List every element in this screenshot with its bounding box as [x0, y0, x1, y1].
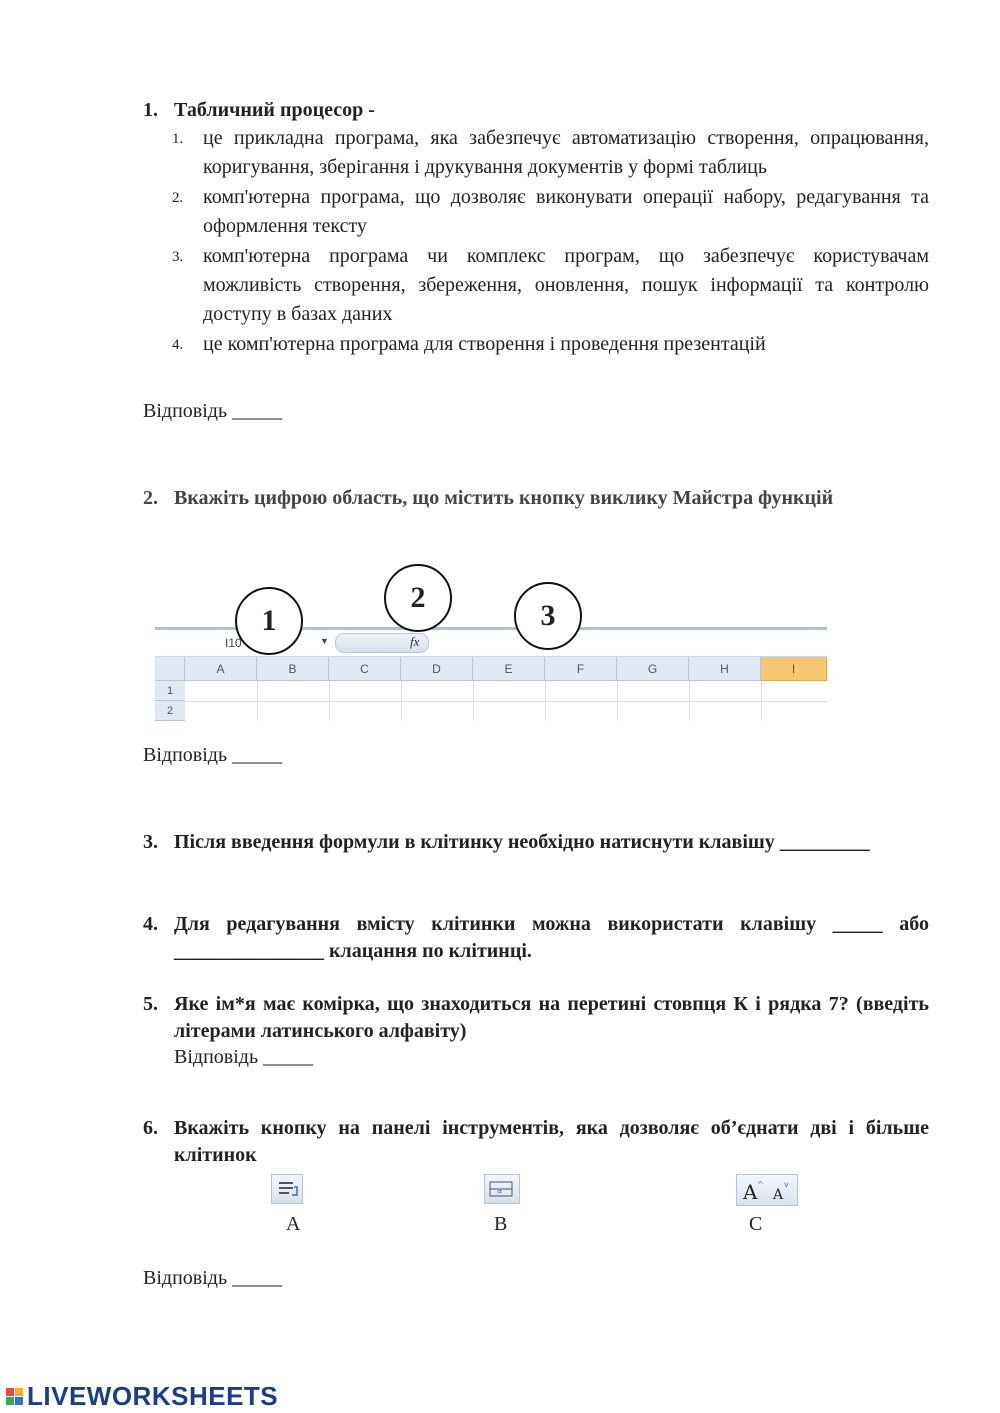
option-number: 2. [172, 190, 184, 206]
svg-text:A: A [743, 1180, 758, 1204]
option-label-c: C [749, 1213, 763, 1235]
chevron-down-icon: ▼ [320, 636, 329, 646]
font-size-icon[interactable] [736, 1174, 798, 1206]
option-label-b: B [494, 1213, 508, 1235]
question-number: 4. [143, 913, 158, 935]
grid-line [617, 681, 618, 721]
select-all-corner[interactable] [155, 657, 185, 681]
question-number: 1. [143, 99, 158, 121]
answer-field-1[interactable]: Відповідь _____ [143, 400, 283, 422]
brand-name: LIVEWORKSHEETS [27, 1381, 279, 1411]
function-wizard-icon[interactable]: fx [410, 634, 420, 649]
question-1-options [172, 124, 929, 360]
question-title: Вкажіть цифрою область, що містить кнопку виклику Майстра функцій [174, 487, 834, 509]
grid-line [545, 681, 546, 721]
column-header[interactable]: F [545, 657, 617, 681]
logo-icon [6, 1388, 23, 1405]
answer-field-6[interactable]: Відповідь _____ [143, 1267, 283, 1289]
option-1[interactable] [172, 124, 929, 182]
grid-line [689, 681, 690, 721]
option-label-a: A [286, 1213, 301, 1235]
option-number: 3. [172, 249, 184, 265]
question-title: Вкажіть кнопку на панелі інструментів, яка дозволяє об’єднати дві і більше клітинок [174, 1117, 929, 1166]
spreadsheet-grid [155, 657, 827, 721]
question-number: 5. [143, 993, 158, 1015]
merge-cells-icon[interactable] [484, 1174, 520, 1204]
wrap-text-icon[interactable] [271, 1174, 303, 1204]
grid-line [185, 701, 827, 702]
question-1 [143, 97, 929, 124]
svg-text:^: ^ [757, 1180, 764, 1189]
name-box-value: I10 [225, 636, 242, 650]
column-header-selected[interactable]: I [761, 657, 827, 681]
column-header[interactable]: H [689, 657, 761, 681]
option-number: 1. [172, 131, 184, 147]
question-2 [143, 485, 929, 512]
question-3 [143, 829, 929, 856]
row-header[interactable]: 2 [155, 701, 185, 721]
area-marker-1: 1 [235, 587, 303, 655]
grid-line [401, 681, 402, 721]
question-4 [143, 911, 929, 965]
answer-field-2[interactable]: Відповідь _____ [143, 744, 283, 766]
column-header[interactable]: A [185, 657, 257, 681]
question-number: 2. [143, 487, 158, 509]
svg-text:A: A [773, 1187, 784, 1203]
question-number: 6. [143, 1117, 158, 1139]
option-text: це прикладна програма, яка забезпечує автоматизацію створення, опрацювання, коригування, зберігання і друкування документів у формі таблиць [203, 127, 929, 178]
question-title: Для редагування вмісту клітинки можна використати клавішу _____ або _______________ клацання по клітинці. [174, 913, 929, 962]
column-header[interactable]: C [329, 657, 401, 681]
grid-line [473, 681, 474, 721]
question-title: Яке ім*я має комірка, що знаходиться на перетині стовпця К і рядка 7? (введіть літерами латинського алфавіту) [174, 993, 929, 1042]
excel-formula-bar-image [155, 575, 827, 721]
row-header[interactable]: 1 [155, 681, 185, 701]
option-text: комп'ютерна програма чи комплекс програм, що забезпечує користувачам можливість створення, збереження, оновлення, пошук інформації та контролю доступу в базах даних [203, 245, 929, 325]
svg-text:a: a [497, 1186, 502, 1195]
question-number: 3. [143, 831, 158, 853]
option-number: 4. [172, 337, 184, 353]
liveworksheets-logo [6, 1381, 278, 1412]
option-2[interactable] [172, 183, 929, 241]
area-marker-3: 3 [514, 582, 582, 650]
answer-field-5[interactable]: Відповідь _____ [174, 1046, 314, 1068]
column-header[interactable]: E [473, 657, 545, 681]
column-header[interactable]: G [617, 657, 689, 681]
question-5 [143, 991, 929, 1045]
option-3[interactable] [172, 242, 929, 329]
question-title: Після введення формули в клітинку необхідно натиснути клавішу _________ [174, 831, 870, 853]
area-marker-2: 2 [384, 564, 452, 632]
column-header[interactable]: B [257, 657, 329, 681]
option-text: комп'ютерна програма, що дозволяє виконувати операції набору, редагування та оформлення тексту [203, 186, 929, 237]
question-6 [143, 1115, 929, 1169]
grid-line [329, 681, 330, 721]
option-4[interactable] [172, 330, 929, 359]
grid-line [761, 681, 762, 721]
grid-line [257, 681, 258, 721]
svg-text:v: v [784, 1180, 789, 1189]
column-header[interactable]: D [401, 657, 473, 681]
question-title: Табличний процесор - [174, 99, 375, 121]
option-text: це комп'ютерна програма для створення і проведення презентацій [203, 333, 766, 355]
